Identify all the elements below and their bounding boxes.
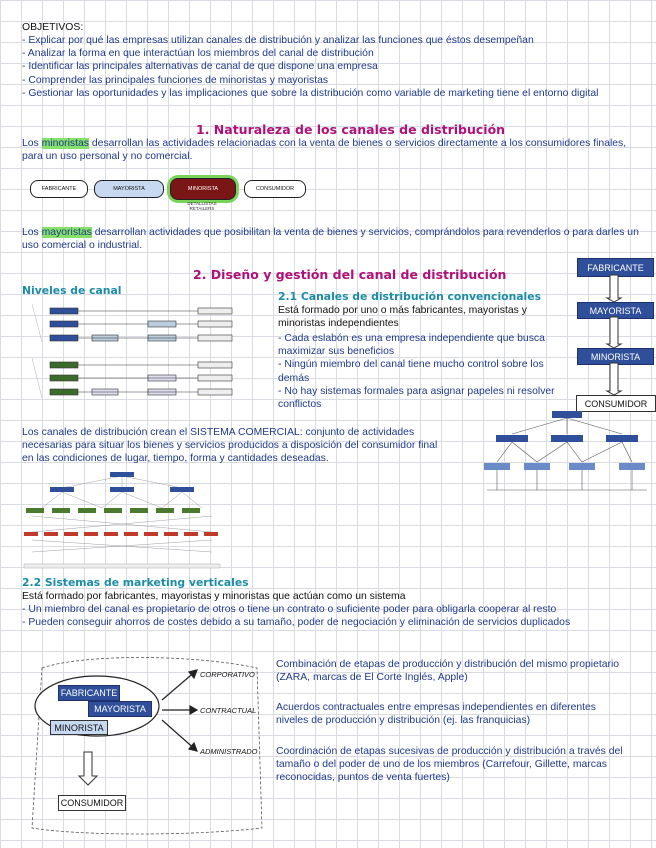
mayoristas-highlight: mayoristas [41,227,92,238]
section2-title: 2. Diseño y gestión del canal de distribución [193,267,507,282]
minoristas-highlight: minoristas [41,138,89,149]
list-item: - Pueden conseguir ahorros de costes debido a su tamaño, poder de negociación y eliminación de servicios duplicados [22,617,571,629]
list-item: - Un miembro del canal es propietario de otros o tiene un contrato o suficiente poder para obligarla cooperar al resto [22,604,557,615]
list-item: - Identificar las principales alternativas de canal de que dispone una empresa [22,61,378,73]
vms-consumidor: CONSUMIDOR [58,795,126,811]
vms-type-administrado: ADMINISTRADO [200,747,258,756]
vertical-mayorista: MAYORISTA [577,302,654,319]
subsection-2-2-text: Está formado por fabricantes, mayoristas y minoristas que actúan como un sistema [22,591,406,602]
list-item: - Explicar por qué las empresas utilizan canales de distribución y analizar las funciones que éstos desempeñan [22,35,534,46]
list-item: - Ningún miembro del canal tiene mucho control sobre los demás [278,359,544,384]
subsection-2-2-heading: 2.2 Sistemas de marketing verticales [22,576,249,589]
vms-desc-contractual: Acuerdos contractuales entre empresas independientes en diferentes niveles de producción y distribución (ej. las franquicias) [276,702,596,727]
list-item: - No hay sistemas formales para asignar papeles ni resolver conflictos [278,385,555,411]
vms-desc-corporativo: Combinación de etapas de producción y distribución del mismo propietario (ZARA, marcas de El Corte Inglés, Apple) [276,659,620,684]
vms-fabricante: FABRICANTE [58,685,120,701]
chain-sub-label: DETALLISTAS RETAILERS [187,201,217,211]
vms-minorista: MINORISTA [50,720,108,735]
network-diagram [482,408,652,500]
vms-type-corporativo: CORPORATIVO [200,670,255,679]
niveles-heading: Niveles de canal [22,284,122,297]
list-item: - Cada eslabón es una empresa independiente que busca maximizar sus beneficios [278,333,545,358]
section1-title: 1. Naturaleza de los canales de distribución [196,122,506,137]
chain-consumidor: CONSUMIDOR [244,180,306,198]
list-item: - Analizar la forma en que interactúan los miembros del canal de distribución [22,48,374,60]
vertical-chain-diagram [576,258,656,418]
objetivos-title: OBJETIVOS: [22,22,84,33]
objetivos-list [22,34,652,100]
vertical-arrows [576,258,656,418]
channel-levels-diagram [28,304,278,412]
sistema-comercial-paragraph: Los canales de distribución crean el SISTEMA COMERCIAL: conjunto de actividades necesarias para situar los bienes y servicios producidos a disposición del consumidor final en las condiciones de lugar, tiempo, forma y cantidades deseadas. [22,427,438,465]
vms-type-contractual: CONTRACTUAL [200,706,257,715]
subsection-2-2-points [22,603,652,629]
chain-minorista: MINORISTA [170,178,236,200]
list-item: - Comprender las principales funciones de minoristas y mayoristas [22,74,329,86]
vms-mayorista: MAYORISTA [88,701,152,717]
chain-mayorista: MAYORISTA [94,180,164,198]
subsection-2-1-text: Está formado por uno o más fabricantes, mayoristas y minoristas independientes [278,305,527,330]
vertical-minorista: MINORISTA [577,348,654,365]
subsection-2-1-points [278,332,560,411]
channel-chain-diagram [30,176,310,216]
chain-fabricante: FABRICANTE [30,180,88,198]
subsection-2-1-heading: 2.1 Canales de distribución convencionales [278,290,541,303]
list-item: - Gestionar las oportunidades y las implicaciones que sobre la distribución como variable de marketing tiene el entorno digital [22,87,599,99]
sistema-comercial-diagram [22,470,222,574]
minoristas-paragraph: Los minoristas desarrollan las actividades relacionadas con la venta de bienes o servicios directamente a los consumidores finales, para un uso personal y no comercial. [22,138,627,163]
vms-desc-administrado: Coordinación de etapas sucesivas de producción y distribución a través del tamaño o del poder de uno de los miembros (Carrefour, Gillette, marcas reconocidas, puntos de venta fuertes) [276,746,623,784]
vertical-consumidor: CONSUMIDOR [576,395,656,412]
mayoristas-paragraph: Los mayoristas desarrollan actividades que posibilitan la venta de bienes y servicios, comprándolos para revenderlos o para darles un uso comercial o industrial. [22,227,639,252]
vertical-fabricante: FABRICANTE [577,258,654,277]
